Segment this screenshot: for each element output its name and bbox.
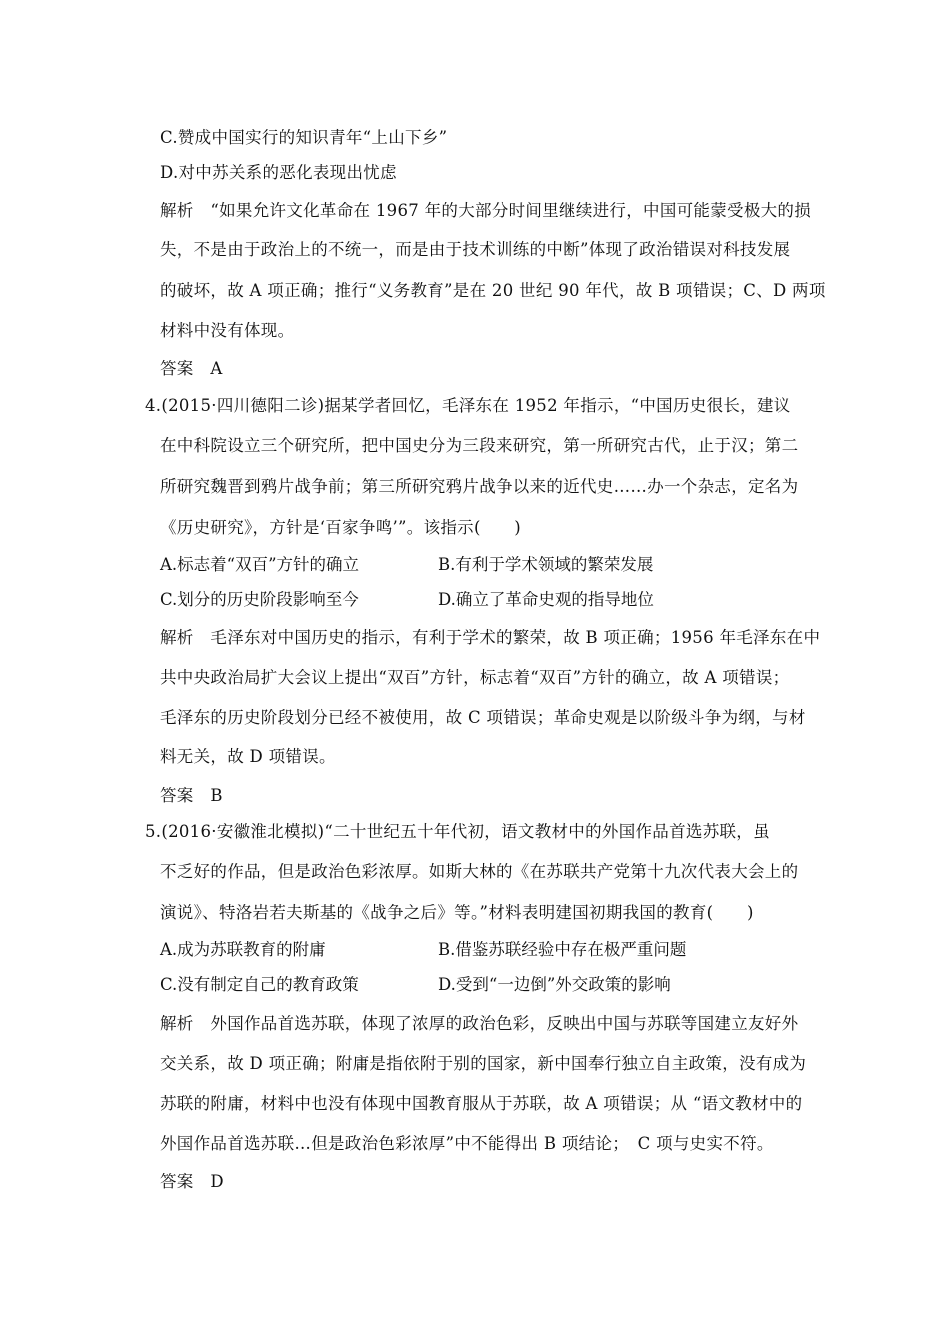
- q5-stem-line: 5.(2016·安徽淮北模拟)“二十世纪五十年代初，语文教材中的外国作品首选苏联，虽: [145, 822, 770, 841]
- q5-analysis-line: 交关系，故 D 项正确；附庸是指依附于别的国家，新中国奉行独立自主政策，没有成为: [160, 1054, 807, 1073]
- q4-analysis-line: 共中央政治局扩大会议上提出“双百”方针，标志着“双百”方针的确立，故 A 项错误；: [160, 668, 790, 687]
- q4-stem-line: 《历史研究》，方针是‘百家争鸣’”。该指示( ): [160, 518, 522, 537]
- q5-analysis-line: 外国作品首选苏联…但是政治色彩浓厚”中不能得出 B 项结论； C 项与史实不符。: [160, 1134, 774, 1153]
- q5-analysis-line: 苏联的附庸，材料中也没有体现中国教育服从于苏联，故 A 项错误；从 “语文教材中的: [160, 1094, 803, 1113]
- q4-answer: 答案 B: [160, 786, 223, 805]
- q3-option-c: C.赞成中国实行的知识青年“上山下乡”: [160, 128, 448, 147]
- q5-option-d: D.受到“一边倒”外交政策的影响: [438, 975, 671, 994]
- q5-stem-line: 不乏好的作品，但是政治色彩浓厚。如斯大林的《在苏联共产党第十九次代表大会上的: [160, 862, 799, 881]
- q5-option-b: B.借鉴苏联经验中存在极严重问题: [438, 940, 687, 959]
- q4-option-b: B.有利于学术领域的繁荣发展: [438, 555, 654, 574]
- q4-stem-line: 4.(2015·四川德阳二诊)据某学者回忆，毛泽东在 1952 年指示，“中国历史很长，建议: [145, 396, 791, 415]
- q5-stem-line: 演说》、特洛岩若夫斯基的《战争之后》等。”材料表明建国初期我国的教育( ): [160, 903, 754, 922]
- q5-option-c: C.没有制定自己的教育政策: [160, 975, 359, 994]
- q5-answer: 答案 D: [160, 1172, 224, 1191]
- q5-analysis-line: 解析 外国作品首选苏联，体现了浓厚的政治色彩，反映出中国与苏联等国建立友好外: [160, 1014, 799, 1033]
- q3-answer: 答案 A: [160, 359, 223, 378]
- q3-analysis-line: 的破坏，故 A 项正确；推行“义务教育”是在 20 世纪 90 年代，故 B 项错误；C、D 两项: [160, 281, 826, 300]
- q4-option-d: D.确立了革命史观的指导地位: [438, 590, 654, 609]
- q5-option-a: A.成为苏联教育的附庸: [160, 940, 326, 959]
- q3-analysis-line: 解析 “如果允许文化革命在 1967 年的大部分时间里继续进行，中国可能蒙受极大的损: [160, 201, 812, 220]
- q3-analysis-line: 材料中没有体现。: [160, 321, 295, 340]
- q4-analysis-line: 解析 毛泽东对中国历史的指示，有利于学术的繁荣，故 B 项正确；1956 年毛泽东在中: [160, 628, 821, 647]
- q4-analysis-line: 毛泽东的历史阶段划分已经不被使用，故 C 项错误；革命史观是以阶级斗争为纲，与材: [160, 708, 806, 727]
- q4-analysis-line: 料无关，故 D 项错误。: [160, 747, 336, 766]
- q4-option-c: C.划分的历史阶段影响至今: [160, 590, 359, 609]
- q3-analysis-line: 失，不是由于政治上的不统一，而是由于技术训练的中断”体现了政治错误对科技发展: [160, 240, 791, 259]
- q3-option-d: D.对中苏关系的恶化表现出忧虑: [160, 163, 397, 182]
- q4-option-a: A.标志着“双百”方针的确立: [160, 555, 360, 574]
- q4-stem-line: 所研究魏晋到鸦片战争前；第三所研究鸦片战争以来的近代史……办一个杂志，定名为: [160, 477, 799, 496]
- q4-stem-line: 在中科院设立三个研究所，把中国史分为三段来研究，第一所研究古代，止于汉；第二: [160, 436, 799, 455]
